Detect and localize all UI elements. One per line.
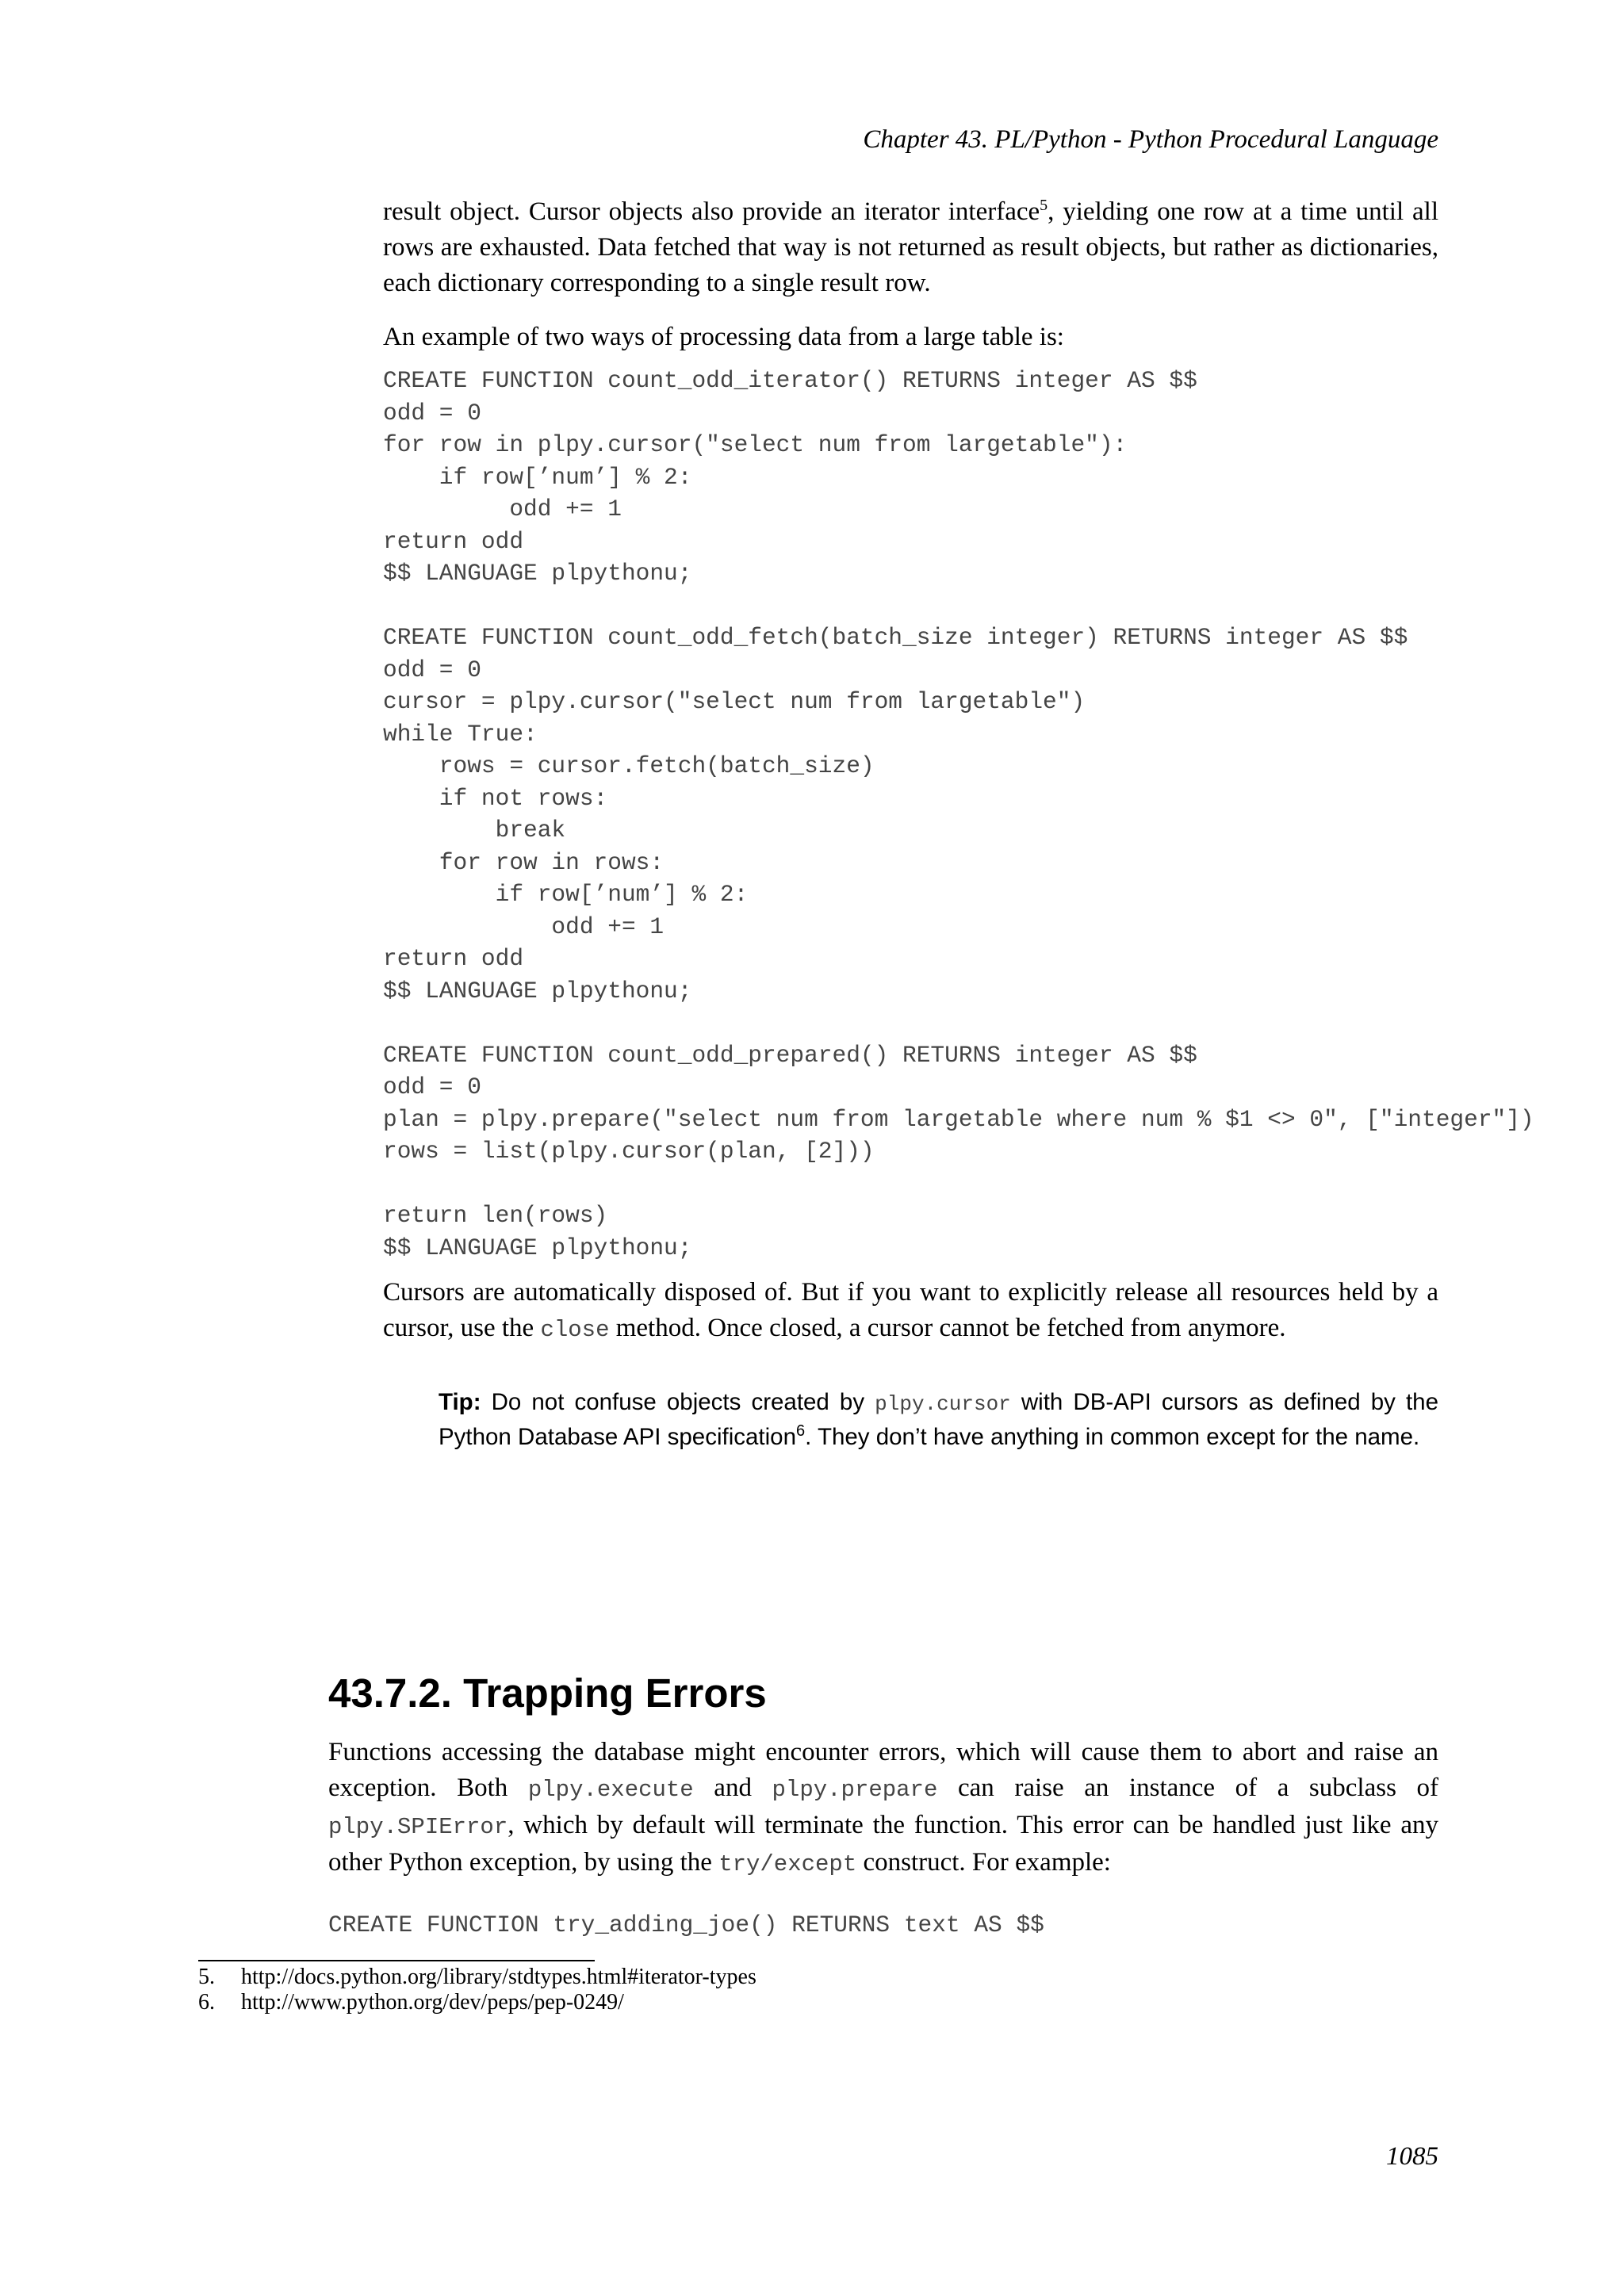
footnote-number: 6. <box>198 1990 215 2015</box>
intro-paragraph <box>383 194 1438 301</box>
inline-code-plpy-prepare: plpy.prepare <box>772 1777 938 1803</box>
trapping-errors-paragraph <box>328 1735 1438 1882</box>
footnote-ref-6[interactable]: 6 <box>795 1422 806 1441</box>
tip-note <box>439 1386 1438 1453</box>
section-heading: 43.7.2. Trapping Errors <box>328 1670 767 1716</box>
tip-text-end: . They don’t have anything in common except for the name. <box>805 1424 1420 1450</box>
inline-code-plpy-cursor: plpy.cursor <box>875 1392 1011 1416</box>
running-header: Chapter 43. PL/Python - Python Procedural Language <box>863 125 1438 154</box>
cursor-dispose-paragraph <box>383 1275 1438 1348</box>
cursor-text-cont: method. Once closed, a cursor cannot be fetched from anymore. <box>609 1314 1286 1342</box>
footnote-link[interactable]: http://docs.python.org/library/stdtypes.html#iterator-types <box>241 1965 756 1989</box>
example-intro: An example of two ways of processing data from a large table is: <box>383 323 1064 351</box>
footnote-divider <box>198 1960 595 1961</box>
footnote-ref-5[interactable]: 5 <box>1040 197 1048 214</box>
footnote-5 <box>198 1965 756 1990</box>
inline-code-close: close <box>540 1317 610 1343</box>
footnote-6 <box>198 1990 756 2015</box>
footnote-number: 5. <box>198 1965 215 1989</box>
tip-text-mid: with DB-API cursors as defined by the Python Database API specification <box>439 1389 1438 1450</box>
intro-text: result object. Cursor objects also provide an iterator interface <box>383 197 1040 226</box>
inline-code-spierror: plpy.SPIError <box>328 1814 508 1840</box>
page-number: 1085 <box>1386 2142 1438 2171</box>
errors-text-4: , which by default will terminate the function. This error can be handled just like any other Python exception, by using the <box>328 1811 1438 1877</box>
tip-label: Tip: <box>439 1389 481 1415</box>
footnotes <box>198 1965 756 2015</box>
tip-text: Do not confuse objects created by <box>481 1389 875 1415</box>
code-example-cursor-functions: CREATE FUNCTION count_odd_iterator() RETURNS integer AS $$ odd = 0 for row in plpy.cursor("select num from largetable"): if row[’num’] % 2: odd += 1 return odd $$ LANGUAGE plpythonu; CREATE FUNCTION count_odd_fetch(batch_size integer) RETURNS integer AS $$ odd = 0 cursor = plpy.cursor("select num from largetable") while True: rows = cursor.fetch(batch_size) if not rows: break for row in rows: if row[’num’] % 2: odd += 1 return odd $$ LANGUAGE plpythonu; CREATE FUNCTION count_odd_prepared() RETURNS integer AS $$ odd = 0 plan = plpy.prepare("select num from largetable where num % $1 <> 0", ["integer"]) rows = list(plpy.cursor(plan, [2])) return len(rows) $$ LANGUAGE plpythonu; <box>383 367 1534 1261</box>
cursor-text: Cursors are automatically disposed of. But if you want to explicitly release all resources held by a cursor, use the <box>383 1278 1438 1342</box>
inline-code-try-except: try/except <box>718 1851 857 1877</box>
errors-text-5: construct. For example: <box>856 1848 1111 1877</box>
errors-text-3: can raise an instance of a subclass of <box>937 1774 1438 1802</box>
errors-text-1: Functions accessing the database might encounter errors, which will cause them to abort and raise an exception. Both <box>328 1738 1438 1802</box>
intro-text-cont: , yielding one row at a time until all rows are exhausted. Data fetched that way is not returned as result objects, but rather as dictionaries, each dictionary corresponding to a single result row. <box>383 197 1438 297</box>
code-example-try-adding-joe: CREATE FUNCTION try_adding_joe() RETURNS text AS $$ <box>328 1911 1044 1938</box>
inline-code-plpy-execute: plpy.execute <box>527 1777 694 1803</box>
errors-text-2: and <box>693 1774 772 1802</box>
footnote-link[interactable]: http://www.python.org/dev/peps/pep-0249/ <box>241 1990 624 2015</box>
